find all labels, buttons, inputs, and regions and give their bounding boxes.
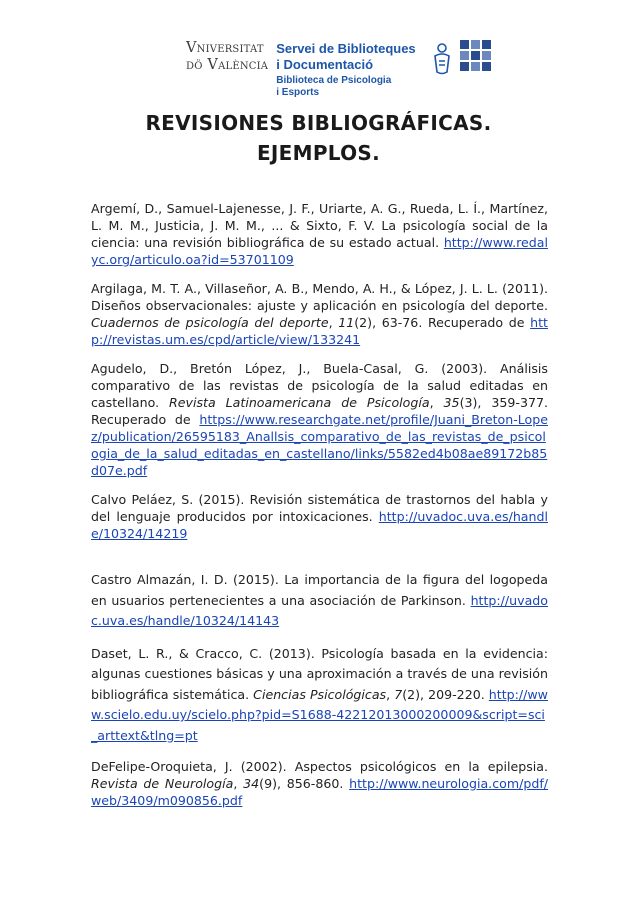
reference-volume: 7 (394, 686, 403, 702)
reference-text: Agudelo, D., Bretón López, J., Buela-Casal, G. (2003). Análisis comparativo de las revistas de psicología de la salud editadas en castellano. (91, 361, 548, 410)
reference-text: DeFelipe-Oroquieta, J. (2002). Aspectos psicológicos en la epilepsia. (91, 759, 548, 774)
reference-item: Argilaga, M. T. A., Villaseñor, A. B., Mendo, A. H., & López, J. L. L. (2011). Diseños observacionales: ajuste y aplicación en psicología del deporte. Cuadernos de psicología del deporte, 11(2), 63-76. Recuperado de http://revistas.um.es/cpd/article/view/133241 (91, 281, 548, 347)
title-line1: REVISIONES BIBLIOGRÁFICAS. (145, 111, 492, 135)
page-header (186, 38, 491, 98)
uv-logo-line2: dö València (186, 57, 269, 73)
reference-text: Daset, L. R., & Cracco, C. (2013). Psicología basada en la evidencia: algunas cuestiones básicas y una aproximación a través de una revisión bibliográfica sistemática. (91, 645, 548, 702)
uv-logo-line1: Vniversitat (186, 40, 264, 56)
reference-journal: Cuadernos de psicología del deporte (91, 315, 329, 330)
reference-pages: (3), 359-377. Recuperado de (91, 395, 548, 427)
service-line1: Servei de Biblioteques (276, 41, 416, 56)
reference-link[interactable]: http://www.redalyc.org/articulo.oa?id=53701109 (91, 235, 548, 267)
reference-list (91, 200, 548, 821)
reference-item: DeFelipe-Oroquieta, J. (2002). Aspectos psicológicos en la epilepsia. Revista de Neurología, 34(9), 856-860. http://www.neurologia.com/pdf/web/3409/m090856.pdf (91, 759, 548, 808)
reference-volume: 35 (443, 395, 460, 410)
service-line2: i Documentació (276, 57, 374, 72)
reference-text: Argemí, D., Samuel-Lajenesse, J. F., Uriarte, A. G., Rueda, L. Í., Martínez, L. M. M., Justicia, J. M. M., ... & Sixto, F. V. La psicología social de la ciencia: una revisión bibliográfica de su estado actual. (91, 201, 548, 250)
reference-volume: 34 (243, 776, 260, 791)
reference-text: Calvo Peláez, S. (2015). Revisión sistemática de trastornos del habla y del lenguaje producidos por intoxicaciones. (91, 492, 548, 524)
reference-link[interactable]: http://www.scielo.edu.uy/scielo.php?pid=S1688-42212013000200009&script=sci_arttext&tlng=pt (91, 686, 548, 743)
reference-item (91, 491, 548, 542)
reference-text: Argilaga, M. T. A., Villaseñor, A. B., Mendo, A. H., & López, J. L. L. (2011). Diseños observacionales: ajuste y aplicación en psicología del deporte. (91, 281, 548, 313)
library-line2: i Esports (276, 87, 320, 98)
library-service-logo (276, 41, 415, 99)
spacer (91, 554, 548, 570)
faculty-grid-logo-icon (460, 40, 491, 71)
reference-item (91, 200, 548, 268)
reference-item (91, 570, 548, 632)
reference-item: Daset, L. R., & Cracco, C. (2013). Psicología basada en la evidencia: algunas cuestiones básicas y una aproximación a través de una revisión bibliográfica sistemática. Ciencias Psicológicas, 7(2), 209-220. http://www.scielo.edu.uy/scielo.php?pid=S1688-42212013000200009&script=sci_arttext&tlng=pt (91, 645, 548, 743)
reference-pages: (9), 856-860. (259, 776, 350, 791)
reference-pages: (2), 63-76. Recuperado de (354, 315, 531, 330)
title-line2: EJEMPLOS. (256, 141, 381, 165)
reference-pages: (2), 209-220. (402, 686, 489, 702)
reference-text: Castro Almazán, I. D. (2015). La importancia de la figura del logopeda en usuarios pertenecientes a una asociación de Parkinson. (91, 572, 548, 608)
reference-link[interactable]: http://revistas.um.es/cpd/article/view/133241 (91, 315, 548, 347)
library-emblem-icon (432, 42, 452, 76)
reference-link[interactable]: https://www.researchgate.net/profile/Juani_Breton-Lopez/publication/26595183_Anallsis_comparativo_de_las_revistas_de_psicologia_de_la_salud_editadas_en_castellano/links/5582ed4b08ae89172b85d07e.pdf (91, 412, 548, 478)
reference-journal: Ciencias Psicológicas (253, 686, 387, 702)
reference-link[interactable]: http://www.neurologia.com/pdf/web/3409/m090856.pdf (91, 776, 548, 808)
library-line1: Biblioteca de Psicologia (276, 75, 392, 86)
reference-link[interactable]: http://uvadoc.uva.es/handle/10324/14219 (91, 509, 548, 541)
reference-journal: Revista de Neurología (91, 776, 234, 791)
page-title (90, 108, 547, 168)
reference-link[interactable]: http://uvadoc.uva.es/handle/10324/14143 (91, 592, 548, 628)
universitat-valencia-logo (186, 40, 268, 74)
reference-journal: Revista Latinoamericana de Psicología (169, 395, 430, 410)
reference-item: Agudelo, D., Bretón López, J., Buela-Casal, G. (2003). Análisis comparativo de las revistas de psicología de la salud editadas en castellano. Revista Latinoamericana de Psicología, 35(3), 359-377. Recuperado de https://www.researchgate.net/profile/Juani_Breton-Lopez/publication/26595183_Anallsis_comparativo_de_las_revistas_de_psicologia_de_la_salud_editadas_en_castellano/links/5582ed4b08ae89172b85d07e.pdf (91, 361, 548, 478)
reference-volume: 11 (338, 315, 355, 330)
